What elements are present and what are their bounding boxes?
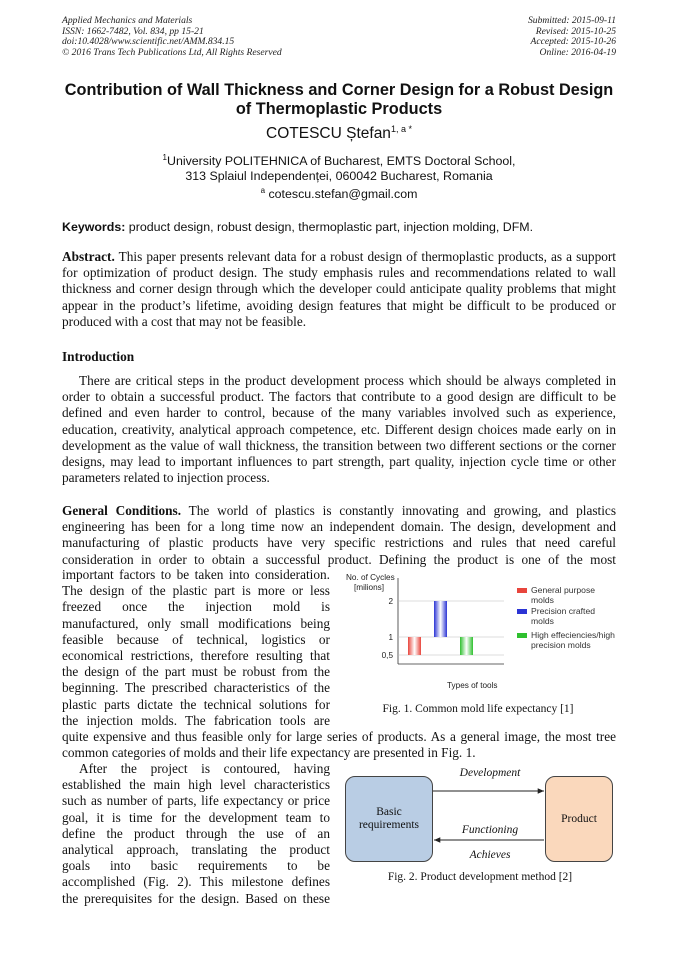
- bars: [408, 601, 473, 655]
- author-sup: 1, a *: [390, 124, 412, 134]
- text-line: quite expensive and thus feasible only for large series of products. As a general image, the most tree: [62, 729, 616, 744]
- text-line: analytical approach, translating the product: [62, 842, 330, 858]
- date-accepted: Accepted: 2015-10-26: [530, 36, 616, 48]
- date-revised: Revised: 2015-10-25: [535, 25, 616, 37]
- y-axis-label: No. of Cycles: [346, 573, 395, 582]
- general-conditions-after: [62, 729, 616, 761]
- figure-1-caption: Fig. 1. Common mold life expectancy [1]: [382, 703, 574, 715]
- legend-label: High effeciencies/high precision molds: [531, 630, 615, 650]
- text-line: the injection molds. The fabrication tools are: [62, 712, 330, 728]
- x-axis-label: Types of tools: [447, 681, 498, 690]
- text-line: the prerequisites for the design. Based on these: [62, 890, 330, 906]
- affiliation: [0, 150, 678, 184]
- general-conditions-wrap: [62, 567, 330, 729]
- text-line: common categories of molds and their life expectancy are presented in Fig. 1.: [62, 745, 476, 761]
- text-line: The design of the plastic part is more or less: [62, 583, 330, 599]
- text-line: accomplished (Fig. 2). This milestone defines: [62, 874, 330, 890]
- general-conditions-label: General Conditions.: [62, 503, 182, 518]
- copyright: © 2016 Trans Tech Publications Ltd, All Rights Reserved: [62, 46, 282, 58]
- journal-name: Applied Mechanics and Materials: [62, 15, 193, 26]
- journal-doi: doi:10.4028/www.scientific.net/AMM.834.15: [62, 36, 235, 48]
- journal-info: [62, 16, 362, 58]
- bar-precision: [434, 601, 447, 637]
- legend-label: Precision crafted molds: [531, 606, 596, 626]
- achieves-label: Achieves: [469, 849, 511, 861]
- email-sup: a: [260, 186, 266, 195]
- email[interactable]: cotescu.stefan@gmail.com: [265, 187, 418, 202]
- text-line: established the main high level characteristics: [62, 777, 330, 793]
- abstract-label: Abstract.: [62, 249, 115, 264]
- introduction-text: There are critical steps in the product development process which should be always completed in order to obtain a successful product. The factors that contribute to a good design are difficult to be defined and even harder to control, because of the many variables involved such as experience, education, creativity, analytical approach competence, etc. Different design choices made early on in development as the value of wall thickness, the transition between two different sections or the corner designs, may lead to important influences to part strength, part quality, injection cycle time or other parameters related to injection process.: [62, 373, 616, 486]
- affiliation-line1: University POLITEHNICA of Bucharest, EMTS Doctoral School,: [167, 154, 516, 169]
- legend-label: General purpose molds: [531, 585, 596, 605]
- author-name: COTESCU Ștefan: [266, 125, 391, 143]
- general-conditions-paragraph: [62, 503, 616, 568]
- text-line: beginning. The prescribed characteristics of the: [62, 680, 330, 696]
- paper-title: Contribution of Wall Thickness and Corner Design for a Robust Design of Thermoplastic Products: [64, 81, 614, 118]
- text-line: freezed once the injection mold is: [62, 599, 330, 615]
- figure-2: [345, 764, 620, 866]
- keywords-text: product design, robust design, thermoplastic part, injection molding, DFM.: [125, 220, 534, 234]
- y-tick-labels: [382, 597, 394, 660]
- figure-1: [338, 568, 618, 696]
- introduction-heading: Introduction: [62, 349, 135, 364]
- text-line: important factors to be taken into consideration.: [62, 567, 330, 582]
- y-tick-label: 0,5: [381, 651, 393, 660]
- bar-general: [408, 637, 421, 655]
- affiliation-line2: 313 Splaiul Independenței, 060042 Bucharest, Romania: [185, 169, 493, 184]
- legend-item: [517, 606, 617, 630]
- y-tick-label: 1: [388, 633, 393, 642]
- keywords: [62, 220, 618, 234]
- product-label: Product: [561, 813, 597, 825]
- legend-item: [517, 585, 617, 606]
- legend-item: [517, 630, 617, 660]
- text-line: goals into basic requirements to be: [62, 858, 330, 874]
- legend-swatch-precision: [517, 609, 527, 614]
- figure-2-caption: Fig. 2. Product development method [2]: [387, 871, 573, 883]
- text-line: economical restrictions, therefore resulting that: [62, 648, 330, 664]
- project-paragraph: [62, 761, 330, 907]
- text-line: goal, it is time for the development team to: [62, 809, 330, 825]
- text-line: manufactured, only small modifications being: [62, 615, 330, 631]
- abstract: [62, 249, 616, 330]
- text-line: the design of the part must be robust from the: [62, 664, 330, 680]
- keywords-label: Keywords:: [62, 220, 126, 234]
- functioning-label: Functioning: [461, 824, 519, 836]
- y-axis-label-unit: [milions]: [354, 583, 385, 592]
- author-line: [0, 124, 678, 143]
- bar-high: [460, 637, 473, 655]
- basic-requirements-label: Basic requirements: [358, 806, 420, 831]
- text-line: plastic parts dictate the technical solutions for: [62, 696, 330, 712]
- legend: [517, 585, 617, 660]
- legend-swatch-general: [517, 588, 527, 593]
- email-line: [0, 186, 678, 201]
- affiliation-sup: 1: [162, 153, 167, 162]
- legend-swatch-high: [517, 633, 527, 638]
- date-online: Online: 2016-04-19: [539, 46, 616, 58]
- text-line: After the project is contoured, having: [79, 761, 330, 776]
- y-tick-label: 2: [388, 597, 393, 606]
- text-line: such as number of parts, life expectancy or price: [62, 793, 330, 809]
- abstract-text: This paper presents relevant data for a robust design of thermoplastic products, as a support for optimization of product design. The study emphasis rules and recommendations related to wall thickness and corner design through which the developer could anticipate quality problems that might appear in the product’s lifetime, avoiding design features that might be difficult to be produced or produced with a cost that may not be feasible.: [62, 249, 616, 329]
- journal-issn: ISSN: 1662-7482, Vol. 834, pp 15-21: [62, 25, 204, 37]
- date-submitted: Submitted: 2015-09-11: [527, 15, 616, 26]
- development-label: Development: [459, 767, 521, 779]
- general-conditions-text: The world of plastics is constantly innovating and growing, and plastics engineering has been for a long time now an independent domain. The design, development and manufacturing of plastic products have very specific restrictions and rules that need careful consideration in order to obtain a successful product. Defining the product is one of the most: [62, 503, 616, 567]
- submission-dates: [420, 16, 616, 58]
- text-line: define the product through the use of an: [62, 825, 330, 841]
- text-line: feasible because of technical, logistics or: [62, 631, 330, 647]
